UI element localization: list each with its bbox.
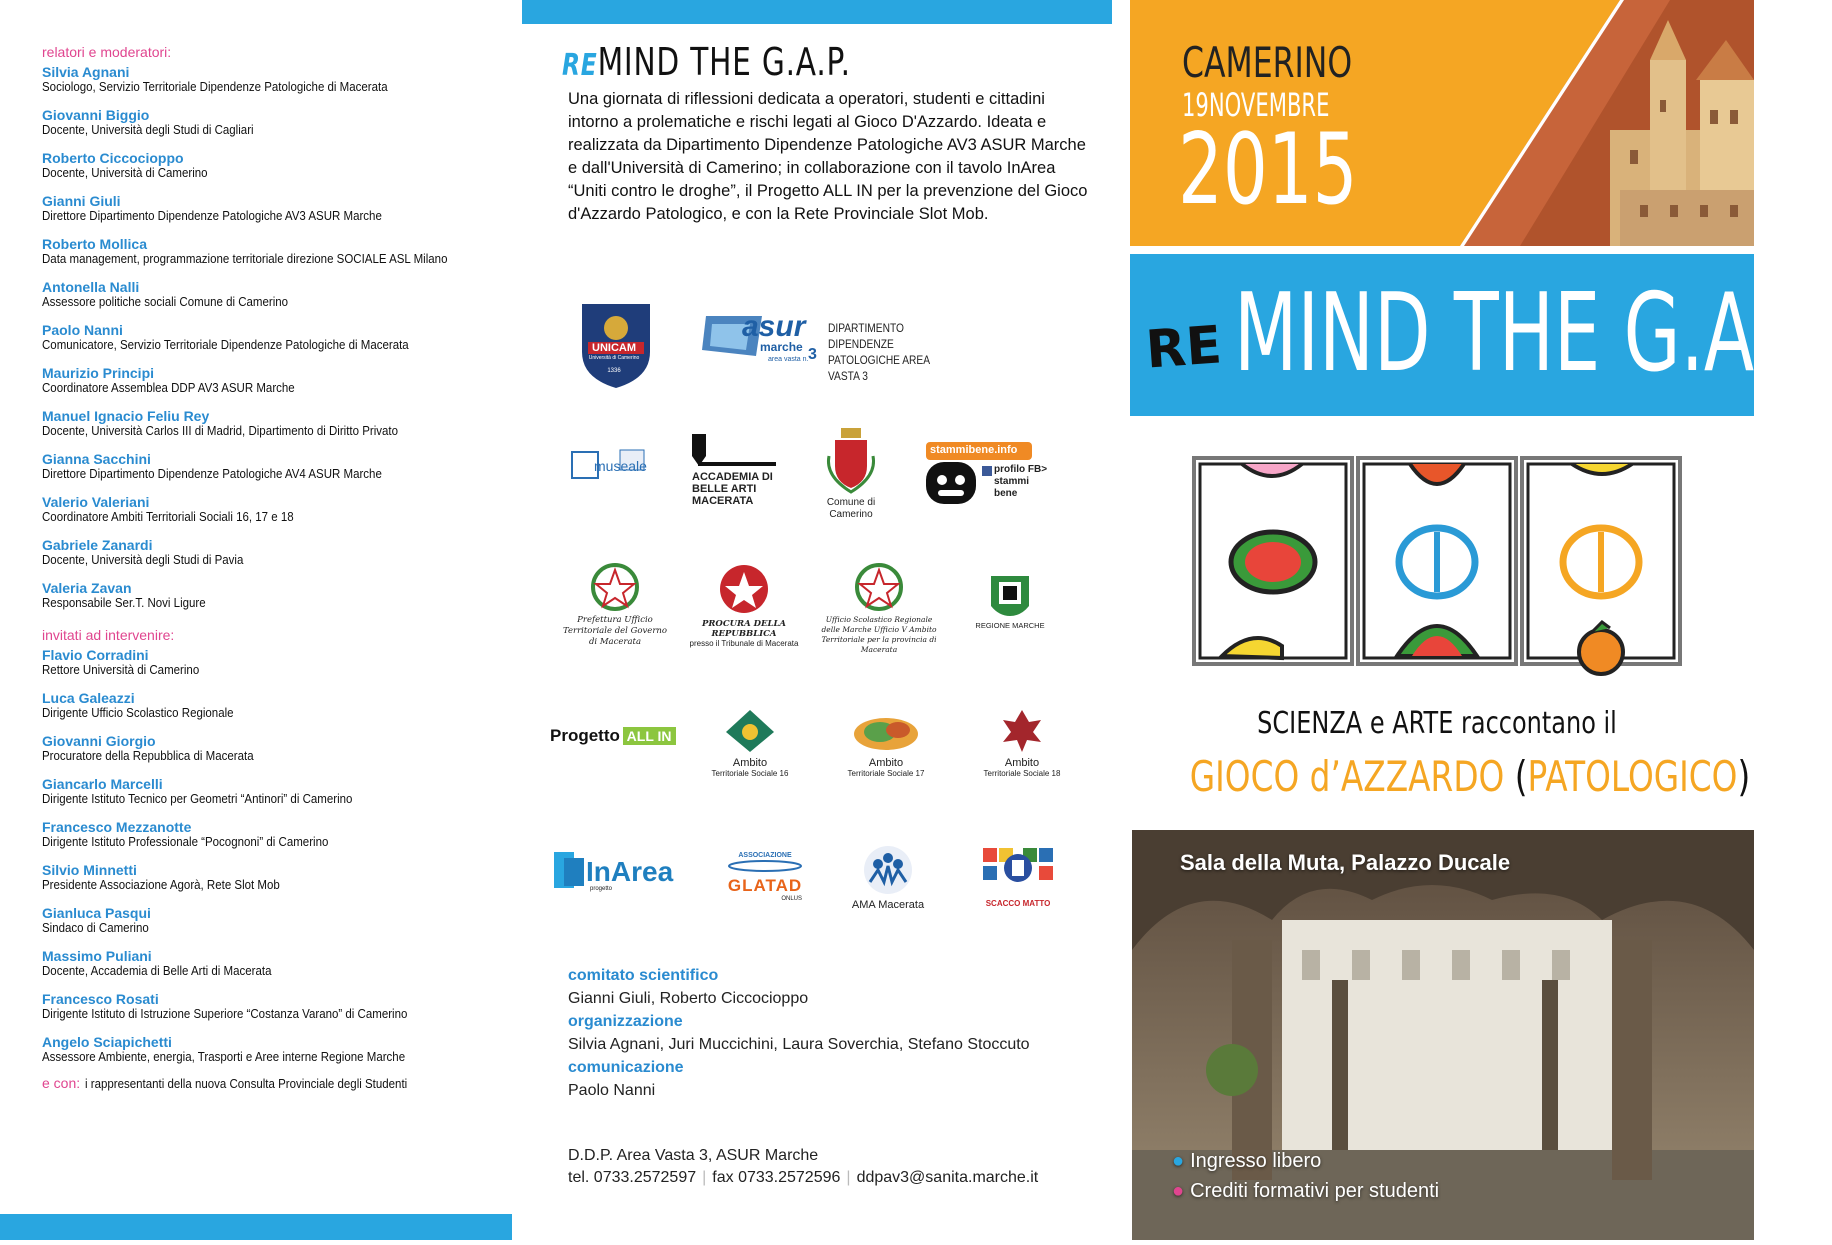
person-name: Gianluca Pasqui — [42, 905, 151, 921]
procura-logo — [684, 562, 804, 648]
person-entry — [42, 322, 502, 353]
person-name: Manuel Ignacio Feliu Rey — [42, 408, 210, 424]
ambito18-text: Ambito — [1004, 757, 1040, 769]
museale-text: museale — [594, 458, 647, 474]
speakers-list — [42, 44, 502, 1093]
person-entry — [42, 365, 502, 396]
ambito17-logo — [836, 708, 936, 778]
invited-label: invitati ad intervenire: — [42, 627, 175, 643]
person-name: Francesco Rosati — [42, 991, 159, 1007]
accademia-text: ACCADEMIA DI BELLE ARTI MACERATA — [692, 471, 773, 507]
logo-row-1 — [552, 302, 1112, 392]
regione-logo — [970, 572, 1050, 630]
tagline-topic-a: GIOCO d’AZZARDO — [1189, 752, 1505, 801]
person-name: Valeria Zavan — [42, 580, 132, 596]
person-role: Dirigente Ufficio Scolastico Regionale — [42, 706, 234, 720]
inarea-icon — [552, 850, 586, 890]
person-role: Presidente Associazione Agorà, Rete Slot Mob — [42, 878, 280, 892]
person-entry — [42, 776, 502, 807]
asur-sub: marche — [760, 340, 803, 354]
info-panel — [512, 0, 1120, 1240]
person-name: Silvio Minnetti — [42, 862, 137, 878]
person-entry — [42, 948, 502, 979]
logo-row-4 — [552, 704, 1112, 804]
person-entry — [42, 905, 502, 936]
person-role: Dirigente Istituto di Istruzione Superiore “Costanza Varano” di Camerino — [42, 1007, 408, 1021]
event-title: MIND THE G.A.P. — [1234, 271, 1832, 396]
credits-block — [568, 964, 1108, 1102]
reel-3 — [1522, 458, 1680, 674]
credit-heading: comunicazione — [568, 1059, 684, 1076]
logo-row-3 — [552, 562, 1112, 672]
person-entry — [42, 819, 502, 850]
event-day: 19NOVEMBRE — [1182, 86, 1330, 124]
person-entry — [42, 862, 502, 893]
comune-crest-icon — [821, 426, 881, 494]
contact-email[interactable]: ddpav3@sanita.marche.it — [856, 1169, 1039, 1186]
ambito18-logo — [972, 708, 1072, 778]
ambito17-sub: Territoriale Sociale 17 — [847, 769, 925, 778]
ambito18-leaf-icon — [999, 708, 1045, 754]
mid-title — [562, 40, 851, 84]
person-entry — [42, 733, 502, 764]
emblem-icon — [717, 562, 771, 616]
ambito16-icon — [724, 708, 776, 754]
left-bottom-bar — [0, 1214, 512, 1240]
scacco-text: SCACCO MATTO — [985, 899, 1051, 908]
ambito16-sub: Territoriale Sociale 16 — [711, 769, 789, 778]
person-name: Roberto Mollica — [42, 236, 148, 252]
person-entry — [42, 236, 502, 267]
tagline-topic: GIOCO d’AZZARDO (PATOLOGICO) — [1189, 752, 1751, 801]
also-line — [42, 1075, 502, 1093]
credit-names: Paolo Nanni — [568, 1082, 656, 1099]
person-role: Assessore Ambiente, energia, Trasporti e Aree interne Regione Marche — [42, 1050, 406, 1064]
person-role: Rettore Università di Camerino — [42, 663, 200, 677]
museale-logo — [570, 446, 650, 489]
progetto-text: Progetto — [550, 726, 620, 745]
person-entry — [42, 537, 502, 568]
person-entry — [42, 193, 502, 224]
slot-machine-image — [1192, 456, 1682, 666]
glatad-text: GLATAD — [727, 876, 803, 895]
bullet-icon: ● — [1172, 1150, 1185, 1172]
accademia-logo — [688, 432, 778, 507]
person-role: Direttore Dipartimento Dipendenze Patologiche AV3 ASUR Marche — [42, 209, 382, 223]
person-role: Coordinatore Assemblea DDP AV3 ASUR Marche — [42, 381, 295, 395]
person-role: Dirigente Istituto Tecnico per Geometri “Antinori” di Camerino — [42, 792, 353, 806]
glatad-sub: ONLUS — [781, 896, 802, 902]
person-entry — [42, 107, 502, 138]
contact-tel[interactable]: tel. 0733.2572597 — [568, 1169, 697, 1186]
ambito18-sub: Territoriale Sociale 18 — [983, 769, 1061, 778]
cover-panel — [1120, 0, 1832, 1240]
event-title-re: RE — [1143, 315, 1224, 381]
also-label: e con: — [42, 1075, 81, 1091]
ama-logo — [848, 844, 928, 911]
inarea-logo — [552, 850, 692, 893]
logo-row-5 — [552, 840, 1112, 930]
person-entry — [42, 150, 502, 181]
event-year: 2015 — [1178, 113, 1358, 227]
perks-list — [1172, 1146, 1439, 1206]
person-role: Docente, Accademia di Belle Arti di Macerata — [42, 964, 272, 978]
person-entry — [42, 991, 502, 1022]
person-role: Procuratore della Repubblica di Macerata — [42, 749, 254, 763]
contact-fax: fax 0733.2572596 — [712, 1169, 841, 1186]
person-entry — [42, 580, 502, 611]
person-name: Flavio Corradini — [42, 647, 149, 663]
person-name: Roberto Ciccocioppo — [42, 150, 184, 166]
comune-logo — [806, 426, 896, 521]
person-entry — [42, 451, 502, 482]
contact-line: tel. 0733.2572597 | fax 0733.2572596 | ddpav3@sanita.marche.it — [568, 1169, 1039, 1186]
stammibene-fb: profilo FB> stammi bene — [994, 464, 1048, 499]
camerino-city-image — [1460, 0, 1754, 246]
glatad-assoc: ASSOCIAZIONE — [738, 852, 792, 859]
credit-names: Gianni Giuli, Roberto Ciccocioppo — [568, 990, 809, 1007]
procura-sub: presso il Tribunale di Macerata — [689, 639, 799, 648]
credit-names: Silvia Agnani, Juri Muccichini, Laura Soverchia, Stefano Stoccuto — [568, 1036, 1030, 1053]
mid-title-main: MIND THE G.A.P. — [597, 40, 851, 84]
contact-block — [568, 1145, 1128, 1189]
title-banner — [1130, 254, 1832, 416]
date-block — [1130, 0, 1754, 246]
regione-text: REGIONE MARCHE — [975, 621, 1045, 630]
person-entry — [42, 690, 502, 721]
person-name: Giancarlo Marcelli — [42, 776, 163, 792]
venue-photo — [1132, 830, 1754, 1240]
comune-text: Comune di Camerino — [826, 497, 876, 520]
person-role: Dirigente Istituto Professionale “Pocognoni” di Camerino — [42, 835, 329, 849]
person-name: Francesco Mezzanotte — [42, 819, 192, 835]
unicam-logo — [578, 302, 654, 393]
person-role: Docente, Università degli Studi di Cagliari — [42, 123, 254, 137]
person-role: Sindaco di Camerino — [42, 921, 149, 935]
person-name: Gianni Giuli — [42, 193, 121, 209]
asur-num: 3 — [808, 346, 817, 363]
person-role: Data management, programmazione territoriale direzione SOCIALE ASL Milano — [42, 252, 448, 266]
person-name: Silvia Agnani — [42, 64, 130, 80]
invited-group — [42, 647, 502, 1065]
city-name: CAMERINO — [1182, 38, 1353, 87]
person-name: Maurizio Principi — [42, 365, 155, 381]
credit-heading: comitato scientifico — [568, 967, 719, 984]
person-entry — [42, 1034, 502, 1065]
unicam-year: 1336 — [607, 368, 621, 374]
person-name: Antonella Nalli — [42, 279, 140, 295]
emblem-icon — [590, 562, 640, 612]
glatad-logo — [720, 852, 810, 902]
person-entry — [42, 408, 502, 439]
ambito17-text: Ambito — [868, 757, 904, 769]
person-name: Valerio Valeriani — [42, 494, 150, 510]
allin-logo — [550, 726, 700, 746]
usr-text: Ufficio Scolastico Regionale delle Marche Ufficio V Ambito Territoriale per la provincia di Macerata — [821, 615, 937, 654]
reel-1 — [1194, 458, 1352, 664]
tagline-topic-b: PATOLOGICO — [1527, 752, 1738, 801]
inarea-text: InArea — [586, 856, 674, 887]
ddp-caption: DIPARTIMENTO DIPENDENZE PATOLOGICHE AREA VASTA 3 — [828, 321, 930, 383]
person-role: Assessore politiche sociali Comune di Camerino — [42, 295, 289, 309]
credit-heading: organizzazione — [568, 1013, 683, 1030]
person-name: Luca Galeazzi — [42, 690, 135, 706]
logo-row-2 — [552, 432, 1112, 532]
person-name: Gianna Sacchini — [42, 451, 151, 467]
person-entry — [42, 494, 502, 525]
ama-people-icon — [860, 844, 916, 896]
person-role: Docente, Università degli Studi di Pavia — [42, 553, 244, 567]
person-name: Paolo Nanni — [42, 322, 123, 338]
person-role: Direttore Dipartimento Dipendenze Patologiche AV4 ASUR Marche — [42, 467, 382, 481]
person-role: Docente, Università di Camerino — [42, 166, 208, 180]
person-name: Giovanni Giorgio — [42, 733, 156, 749]
person-name: Gabriele Zanardi — [42, 537, 153, 553]
intro-text: Una giornata di riflessioni dedicata a operatori, studenti e cittadini intorno a prolematiche e rischi legati al Gioco D'Azzardo. Ideata e realizzata da Dipartimento Dipendenze Patologiche AV3 ASUR Marche e dall'Università di Camerino; in collaborazione con il tavolo InArea “Uniti contro le droghe”, il Progetto ALL IN per la prevenzione del Gioco d'Azzardo Patologico, e con la Rete Provinciale Slot Mob. — [568, 90, 1088, 223]
mid-title-re: RE — [562, 48, 598, 83]
usr-logo — [816, 562, 942, 655]
ambito16-logo — [700, 708, 800, 778]
person-name: Angelo Sciapichetti — [42, 1034, 172, 1050]
person-entry — [42, 647, 502, 678]
emblem-icon — [854, 562, 904, 612]
unicam-text: UNICAM — [592, 342, 636, 354]
stammibene-logo — [924, 442, 1054, 509]
person-entry — [42, 279, 502, 310]
person-role: Responsabile Ser.T. Novi Ligure — [42, 596, 206, 610]
speakers-label: relatori e moderatori: — [42, 44, 172, 60]
speakers-panel — [0, 0, 512, 1240]
asur-text: asur — [742, 310, 806, 343]
stammibene-text: stammibene.info — [930, 444, 1018, 456]
person-role: Sociologo, Servizio Territoriale Dipendenze Patologiche di Macerata — [42, 80, 388, 94]
bullet-icon: ● — [1172, 1180, 1185, 1202]
unicam-sub: Università di Camerino — [588, 355, 640, 361]
scacco-matto-icon — [981, 846, 1055, 896]
perk-item: ● Ingresso libero — [1172, 1150, 1322, 1172]
mid-top-bar — [522, 0, 1112, 24]
speakers-group — [42, 64, 502, 611]
person-role: Coordinatore Ambiti Territoriali Sociali 16, 17 e 18 — [42, 510, 294, 524]
glatad-swoosh-icon — [725, 859, 805, 873]
person-role: Comunicatore, Servizio Territoriale Dipendenze Patologiche di Macerata — [42, 338, 409, 352]
procura-text: PROCURA DELLA REPUBBLICA — [701, 619, 787, 639]
ama-text: AMA Macerata — [851, 899, 925, 911]
inarea-sub: progetto — [590, 886, 613, 892]
regione-marche-icon — [987, 572, 1033, 618]
venue-name: Sala della Muta, Palazzo Ducale — [1180, 850, 1511, 875]
also-text: i rappresentanti della nuova Consulta Provinciale degli Studenti — [84, 1077, 407, 1091]
contact-org: D.D.P. Area Vasta 3, ASUR Marche — [568, 1147, 819, 1164]
person-entry — [42, 64, 502, 95]
accademia-icon — [688, 432, 778, 468]
prefettura-text: Prefettura Ufficio Territoriale del Governo di Macerata — [562, 615, 667, 647]
prefettura-logo — [560, 562, 670, 648]
tagline: SCIENZA e ARTE raccontano il — [1257, 706, 1617, 741]
person-name: Massimo Puliani — [42, 948, 152, 964]
person-name: Giovanni Biggio — [42, 107, 150, 123]
reel-2 — [1358, 458, 1516, 664]
asur-logo — [702, 310, 822, 370]
ambito17-icon — [850, 708, 922, 754]
allin-text: ALL IN — [623, 727, 676, 745]
scacco-logo — [978, 846, 1058, 908]
perk-item: ● Crediti formativi per studenti — [1172, 1180, 1440, 1202]
ambito16-text: Ambito — [732, 757, 768, 769]
person-role: Docente, Università Carlos III di Madrid, Dipartimento di Diritto Privato — [42, 424, 398, 438]
asur-caption: area vasta n. — [768, 356, 809, 363]
